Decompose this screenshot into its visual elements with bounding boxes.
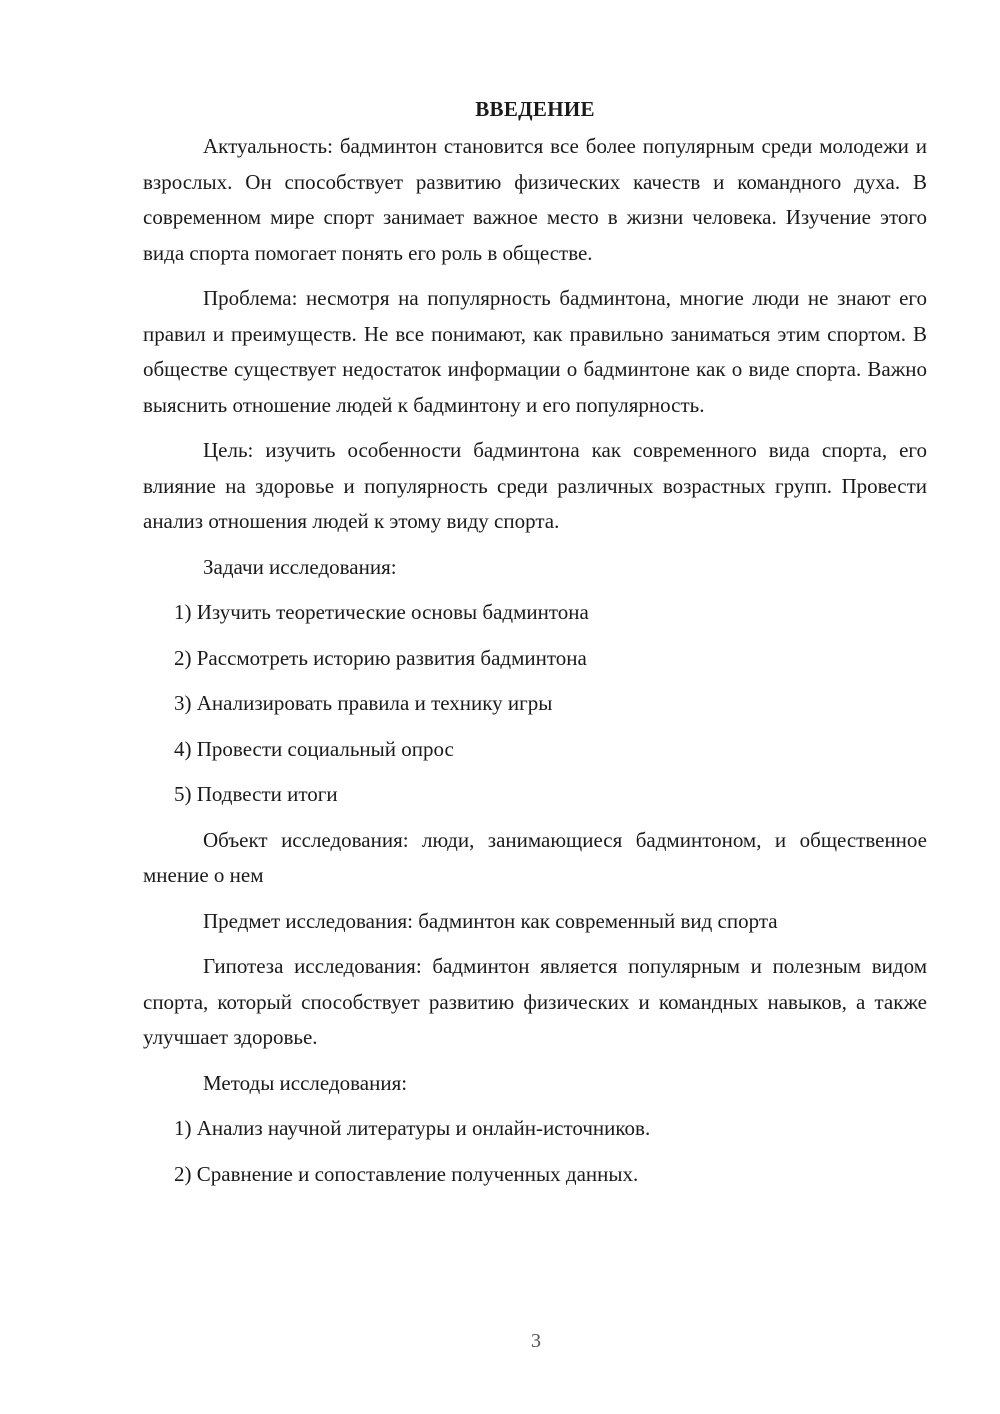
methods-heading: Методы исследования: (203, 1070, 408, 1095)
goal-paragraph: Цель: изучить особенности бадминтона как современного вида спорта, его влияние на здоровье и популярность среди различных возрастных групп. Провести анализ отношения людей к этому виду спорта. (143, 438, 927, 533)
method-item: 1) Анализ научной литературы и онлайн-источников. (174, 1116, 651, 1140)
task-item: 4) Провести социальный опрос (174, 736, 454, 761)
task-item: 2) Рассмотреть историю развития бадминтона (174, 645, 587, 670)
task-item: 5) Подвести итоги (174, 782, 338, 806)
tasks-heading: Задачи исследования: (203, 554, 397, 579)
task-item: 1) Изучить теоретические основы бадминтона (174, 600, 589, 624)
subject-paragraph: Предмет исследования: бадминтон как современный вид спорта (203, 908, 778, 933)
page-number: 3 (531, 1330, 541, 1352)
task-item: 3) Анализировать правила и технику игры (174, 691, 553, 715)
method-item: 2) Сравнение и сопоставление полученных данных. (174, 1161, 639, 1186)
relevance-paragraph: Актуальность: бадминтон становится все более популярным среди молодежи и взрослых. Он способствует развитию физических качеств и командного духа. В современном мире спорт занимает важное место в жизни человека. Изучение этого вида спорта помогает понять его роль в обществе. (143, 134, 927, 265)
hypothesis-paragraph: Гипотеза исследования: бадминтон является популярным и полезным видом спорта, который способствует развитию физических и командных навыков, а также улучшает здоровье. (143, 954, 927, 1049)
document-page (143, 92, 927, 1202)
object-paragraph: Объект исследования: люди, занимающиеся бадминтоном, и общественное мнение о нем (143, 827, 927, 887)
section-title: ВВЕДЕНИЕ (475, 97, 595, 121)
problem-paragraph: Проблема: несмотря на популярность бадминтона, многие люди не знают его правил и преимуществ. Не все понимают, как правильно заниматься этим спортом. В обществе существует недостаток информации о бадминтоне как о виде спорта. Важно выяснить отношение людей к бадминтону и его популярность. (143, 286, 927, 417)
